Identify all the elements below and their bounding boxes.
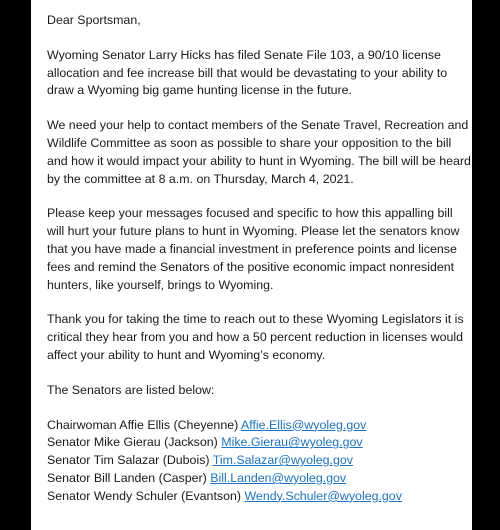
contact-name: Chairwoman Affie Ellis (Cheyenne)	[47, 417, 239, 432]
paragraph-senators-intro: The Senators are listed below:	[47, 382, 215, 397]
letter-page	[31, 0, 472, 530]
email-link-affie-ellis[interactable]: Affie.Ellis@wyoleg.gov	[241, 417, 367, 432]
paragraph-committee-request: We need your help to contact members of the Senate Travel, Recreation and Wildlife Committee as soon as possible to share your opposition to the bill and how it would impact your ability to hunt in Wyoming. The bill will be heard by the committee at 8 a.m. on Thursday, March 4, 2021.	[47, 118, 471, 186]
contact-name: Senator Mike Gierau (Jackson)	[47, 435, 218, 450]
contact-name: Senator Tim Salazar (Dubois)	[47, 453, 210, 468]
contact-row-tim-salazar	[47, 452, 472, 470]
paragraph-thank-you: Thank you for taking the time to reach out to these Wyoming Legislators it is critical they hear from you and how a 50 percent reduction in licenses would affect your ability to hunt and Wyoming’s economy.	[47, 312, 464, 362]
email-link-wendy-schuler[interactable]: Wendy.Schuler@wyoleg.gov	[244, 488, 402, 503]
contact-row-mike-gierau	[47, 434, 472, 452]
contact-row-bill-landen	[47, 470, 472, 488]
letter-greeting: Dear Sportsman,	[47, 13, 141, 27]
email-link-bill-landen[interactable]: Bill.Landen@wyoleg.gov	[210, 470, 347, 485]
email-link-mike-gierau[interactable]: Mike.Gierau@wyoleg.gov	[221, 435, 363, 450]
paragraph-message-guidance: Please keep your messages focused and specific to how this appalling bill will hurt your future plans to hunt in Wyoming. Please let the senators know that you have made a financial investment in preference points and license fees and remind the Senators of the positive economic impact nonresident hunters, like yourself, brings to Wyoming.	[47, 206, 460, 292]
contact-name: Senator Bill Landen (Casper)	[47, 470, 207, 485]
contact-name: Senator Wendy Schuler (Evantson)	[47, 488, 241, 503]
email-link-tim-salazar[interactable]: Tim.Salazar@wyoleg.gov	[212, 453, 353, 468]
contact-row-wendy-schuler	[47, 488, 472, 506]
senator-contact-list	[47, 417, 472, 506]
paragraph-senate-file: Wyoming Senator Larry Hicks has filed Senate File 103, a 90/10 license allocation and fee increase bill that would be devastating to your ability to draw a Wyoming big game hunting license in the future.	[47, 47, 448, 98]
contact-row-affie-ellis	[47, 417, 472, 435]
